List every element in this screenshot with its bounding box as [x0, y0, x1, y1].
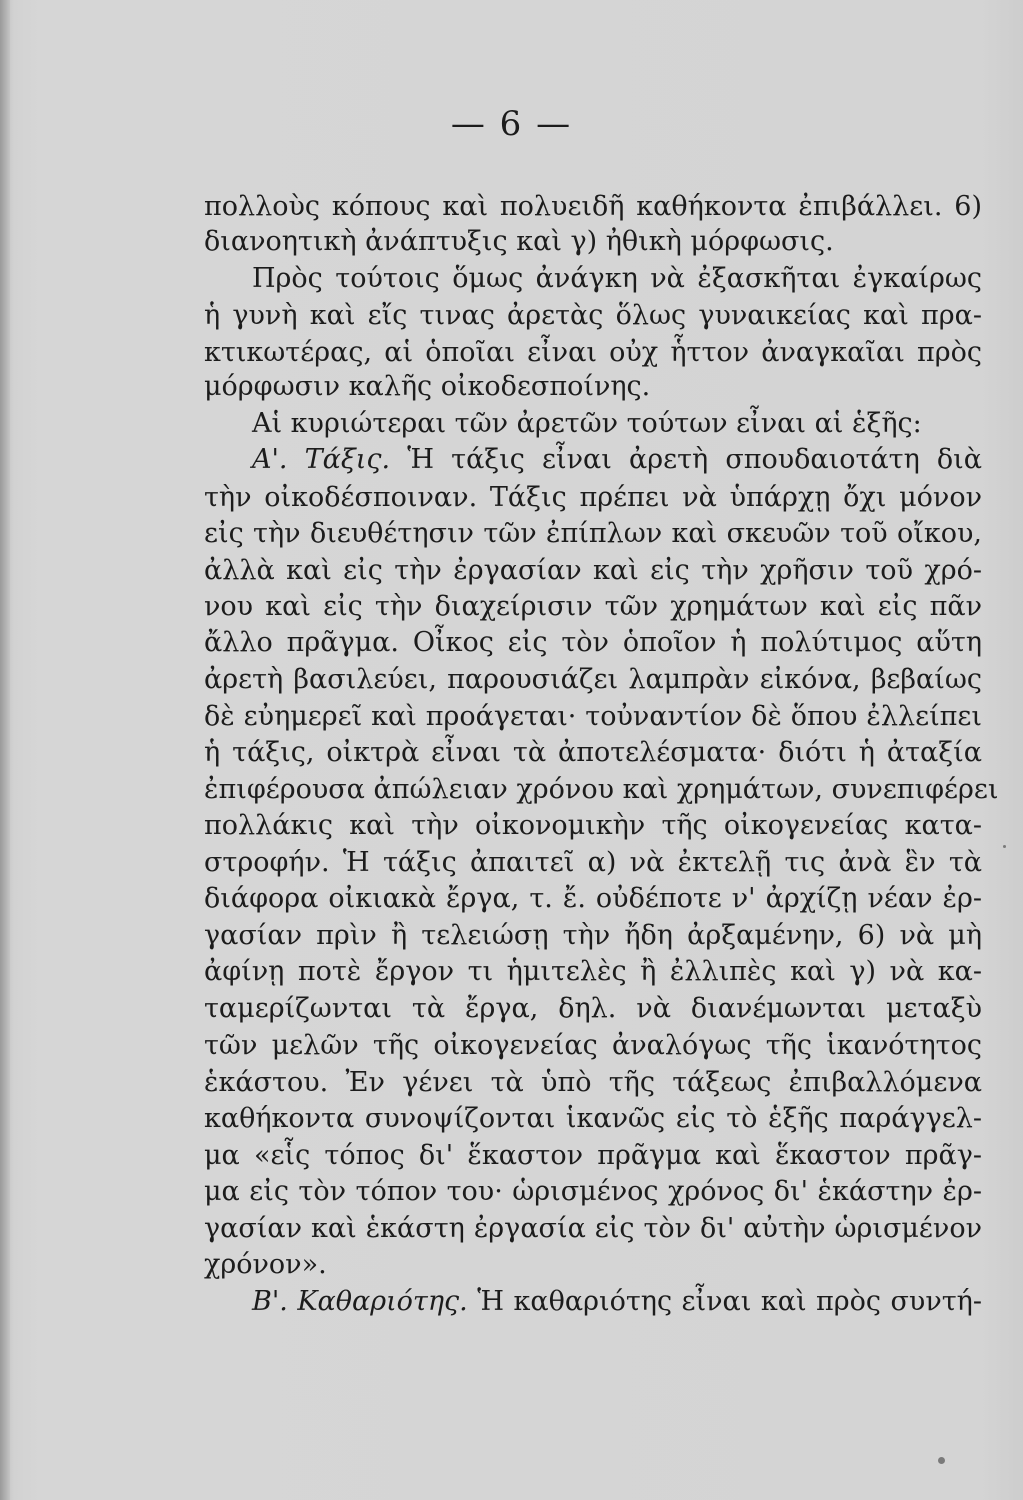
text-line: πολλοὺς κόπους καὶ πολυειδῆ καθήκοντα ἐπιβάλλει. 6) [204, 191, 982, 222]
text-line: τῶν μελῶν τῆς οἰκογενείας ἀναλόγως τῆς ἱκανότητος [204, 1030, 982, 1061]
section-b-text: Ἡ καθαριότης εἶναι καὶ πρὸς συντή- [477, 1286, 982, 1317]
ink-speck [938, 1457, 945, 1464]
text-line: γασίαν καὶ ἑκάστη ἐργασία εἰς τὸν δι' αὐτὴν ὡρισμένον [204, 1213, 982, 1244]
text-line: ἡ τάξις, οἰκτρὰ εἶναι τὰ ἀποτελέσματα· διότι ἡ ἀταξία [204, 737, 982, 768]
text-line: χρόνον». [204, 1249, 327, 1280]
text-line: πολλάκις καὶ τὴν οἰκονομικὴν τῆς οἰκογενείας κατα- [204, 810, 982, 841]
text-line: εἰς τὴν διευθέτησιν τῶν ἐπίπλων καὶ σκευῶν τοῦ οἴκου, [204, 518, 982, 549]
text-line: ἀλλὰ καὶ εἰς τὴν ἐργασίαν καὶ εἰς τὴν χρῆσιν τοῦ χρό- [204, 555, 982, 586]
text-line: Αἱ κυριώτεραι τῶν ἀρετῶν τούτων εἶναι αἱ ἑξῆς: [252, 408, 922, 439]
text-line: κτικωτέρας, αἱ ὁποῖαι εἶναι οὐχ ἧττον ἀναγκαῖαι πρὸς [204, 337, 982, 368]
text-line: μα «εἷς τόπος δι' ἕκαστον πρᾶγμα καὶ ἕκαστον πρᾶγ- [204, 1140, 982, 1171]
text-line: νου καὶ εἰς τὴν διαχείρισιν τῶν χρημάτων καὶ εἰς πᾶν [204, 591, 982, 622]
text-line: ἡ γυνὴ καὶ εἴς τινας ἀρετὰς ὅλως γυναικείας καὶ πρα- [204, 300, 982, 331]
text-line: ἐπιφέρουσα ἀπώλειαν χρόνου καὶ χρημάτων, συνεπιφέρει [204, 774, 999, 805]
page-binding-edge [0, 0, 10, 1500]
text-line: διανοητικὴ ἀνάπτυξις καὶ γ) ἠθικὴ μόρφωσις. [204, 226, 834, 257]
text-line: ἄλλο πρᾶγμα. Οἶκος εἰς τὸν ὁποῖον ἡ πολύτιμος αὕτη [204, 627, 982, 658]
text-line: ταμερίζωνται τὰ ἔργα, δηλ. νὰ διανέμωνται μεταξὺ [204, 993, 982, 1024]
section-a-heading-line [252, 440, 982, 480]
text-line: δὲ εὐημερεῖ καὶ προάγεται· τοὐναντίον δὲ ὅπου ἐλλείπει [204, 701, 982, 732]
section-a-label: Α'. Τάξις. [252, 444, 391, 475]
text-line: ἀφίνῃ ποτὲ ἔργον τι ἡμιτελὲς ἢ ἐλλιπὲς καὶ γ) νὰ κα- [204, 956, 982, 987]
page-number: — 6 — [450, 104, 573, 144]
section-b-heading-line [252, 1282, 982, 1322]
text-line: μα εἰς τὸν τόπον του· ὡρισμένος χρόνος δι' ἑκάστην ἐρ- [204, 1176, 982, 1207]
ink-speck [1003, 845, 1006, 848]
text-line: μόρφωσιν καλῆς οἰκοδεσποίνης. [204, 371, 651, 402]
text-line: τὴν οἰκοδέσποιναν. Τάξις πρέπει νὰ ὑπάρχῃ ὄχι μόνον [204, 482, 982, 513]
section-b-label: Β'. Καθαριότης. [252, 1286, 468, 1317]
text-line: Πρὸς τούτοις ὅμως ἀνάγκη νὰ ἐξασκῆται ἐγκαίρως [252, 263, 982, 294]
text-line: στροφήν. Ἡ τάξις ἀπαιτεῖ α) νὰ ἐκτελῇ τις ἀνὰ ἓν τὰ [204, 847, 982, 878]
text-line: ἀρετὴ βασιλεύει, παρουσιάζει λαμπρὰν εἰκόνα, βεβαίως [204, 664, 982, 695]
text-line: διάφορα οἰκιακὰ ἔργα, τ. ἔ. οὐδέποτε ν' ἀρχίζῃ νέαν ἐρ- [204, 883, 982, 914]
text-line: ἑκάστου. Ἐν γένει τὰ ὑπὸ τῆς τάξεως ἐπιβαλλόμενα [204, 1067, 982, 1098]
text-line: καθήκοντα συνοψίζονται ἱκανῶς εἰς τὸ ἑξῆς παράγγελ- [204, 1103, 982, 1134]
text-line: γασίαν πρὶν ἢ τελειώσῃ τὴν ἤδη ἀρξαμένην, 6) νὰ μὴ [204, 920, 982, 951]
section-a-text: Ἡ τάξις εἶναι ἀρετὴ σπουδαιοτάτη διὰ [407, 444, 982, 475]
